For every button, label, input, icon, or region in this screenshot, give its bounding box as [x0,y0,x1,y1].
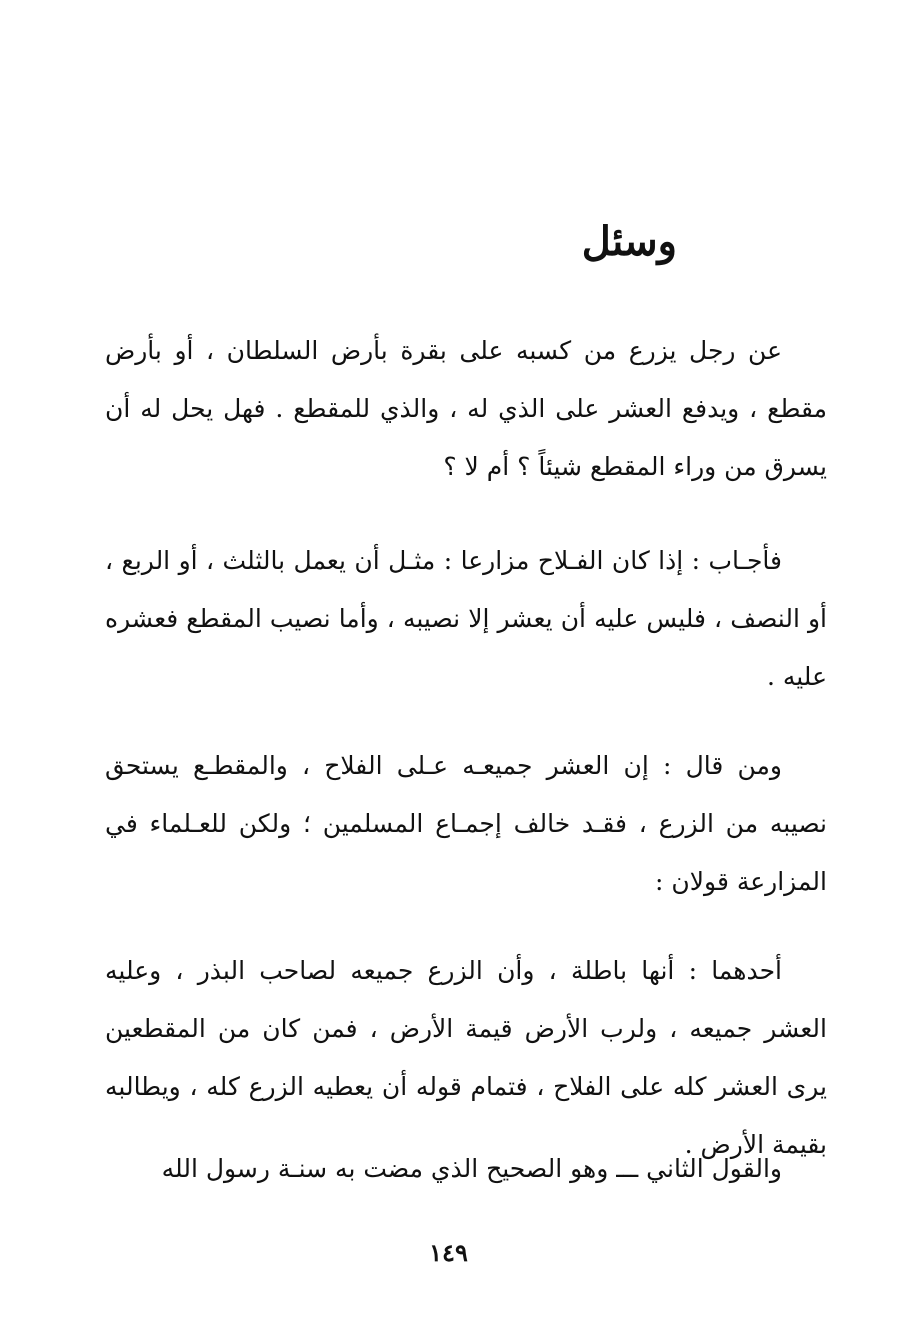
section-heading: وسئل [581,218,677,265]
question-paragraph: عن رجل يزرع من كسبه على بقرة بأرض السلطان ، أو بأرض مقطع ، ويدفع العشر على الذي له ، والذي للمقطع . فهل يحل له أن يسرق من وراء المقطع شيئاً ؟ أم لا ؟ [105,336,827,481]
answer-paragraph: فأجـاب : إذا كان الفـلاح مزارعا : مثـل أن يعمل بالثلث ، أو الربع ، أو النصف ، فليس عليه أن يعشر إلا نصيبه ، وأما نصيب المقطع فعشره عليه . [105,546,827,691]
body-paragraph: أحدهما : أنها باطلة ، وأن الزرع جميعه لصاحب البذر ، وعليه العشر جميعه ، ولرب الأرض قيمة الأرض ، فمن كان من المقطعين يرى العشر كله على الفلاح ، فتمام قوله أن يعطيه الزرع كله ، ويطالبه بقيمة الأرض . [105,956,827,1159]
body-paragraph: ومن قال : إن العشر جميعـه عـلى الفلاح ، والمقطـع يستحق نصيبه من الزرع ، فقـد خالف إجمـاع المسلمين ؛ ولكن للعـلماء في المزارعة قولان : [105,751,827,896]
page-number: ١٤٩ [429,1238,468,1267]
body-paragraph: والقول الثاني ـــ وهو الصحيح الذي مضت به سنـة رسول الله [161,1154,782,1183]
